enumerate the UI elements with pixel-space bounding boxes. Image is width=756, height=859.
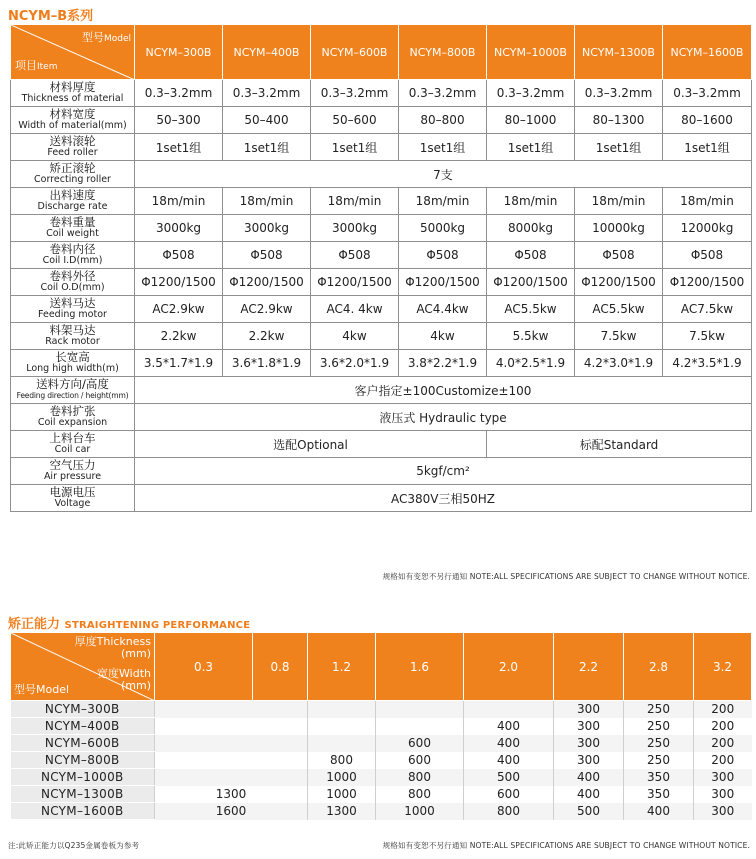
straightening-row xyxy=(11,786,752,803)
spec-cell: Φ508 xyxy=(663,242,752,269)
model-header: NCYM–300B xyxy=(135,25,223,80)
spec-label-en: Coil weight xyxy=(46,228,99,239)
straightening-model: NCYM–1600B xyxy=(11,803,155,820)
spec-section-title: NCYM–B系列 xyxy=(8,9,94,24)
spec-row-label xyxy=(11,80,135,107)
straightening-model: NCYM–1000B xyxy=(11,769,155,786)
straightening-cell: 250 xyxy=(624,701,694,718)
spec-label-cn: 长宽高 xyxy=(55,350,90,364)
spec-label-cn: 矫正滚轮 xyxy=(49,161,96,175)
spec-label-en: Feeding direction / height(mm) xyxy=(16,391,129,400)
straightening-row xyxy=(11,752,752,769)
spec-cell: AC2.9kw xyxy=(223,296,311,323)
spec-row-label xyxy=(11,188,135,215)
straightening-cell: 400 xyxy=(554,786,624,803)
straightening-model: NCYM–400B xyxy=(11,718,155,735)
spec-cell: Φ508 xyxy=(575,242,663,269)
spec-cell: 3.5*1.7*1.9 xyxy=(135,350,223,377)
spec-cell: 2.2kw xyxy=(135,323,223,350)
straightening-cell xyxy=(308,701,376,718)
spec-row xyxy=(11,431,752,458)
spec-cell: Φ508 xyxy=(399,242,487,269)
spec-row xyxy=(11,377,752,404)
spec-cell: 80–1000 xyxy=(487,107,575,134)
spec-cell: 1set1组 xyxy=(663,134,752,161)
straightening-cell: 200 xyxy=(694,735,752,752)
spec-table xyxy=(10,24,752,512)
spec-cell: Φ1200/1500 xyxy=(135,269,223,296)
straightening-model: NCYM–600B xyxy=(11,735,155,752)
straightening-cell: 300 xyxy=(694,786,752,803)
spec-label-en: Coil expansion xyxy=(37,417,108,428)
straightening-cell xyxy=(155,718,308,735)
straightening-note: 规格如有变恕不另行通知 NOTE:ALL SPECIFICATIONS ARE SUBJECT TO CHANGE WITHOUT NOTICE. xyxy=(382,841,750,850)
straightening-cell: 400 xyxy=(624,803,694,820)
spec-row xyxy=(11,296,752,323)
spec-cell: Φ1200/1500 xyxy=(487,269,575,296)
spec-row xyxy=(11,80,752,107)
straightening-title-en: STRAIGHTENING PERFORMANCE xyxy=(64,620,251,631)
model-header: NCYM–1600B xyxy=(663,25,752,80)
thickness-header: 1.6 xyxy=(376,633,464,701)
spec-cell: Φ1200/1500 xyxy=(311,269,399,296)
thickness-header: 2.2 xyxy=(554,633,624,701)
straightening-cell: 800 xyxy=(308,752,376,769)
spec-row xyxy=(11,134,752,161)
spec-cell: 0.3–3.2mm xyxy=(399,80,487,107)
spec-row xyxy=(11,485,752,512)
spec-cell: AC5.5kw xyxy=(575,296,663,323)
spec-cell: 8000kg xyxy=(487,215,575,242)
spec-label-en: Coil car xyxy=(54,444,91,455)
spec-cell: Φ1200/1500 xyxy=(663,269,752,296)
spec-cell: 3.6*2.0*1.9 xyxy=(311,350,399,377)
straightening-cell xyxy=(155,769,308,786)
straightening-cell: 400 xyxy=(464,718,554,735)
straightening-cell: 500 xyxy=(464,769,554,786)
spec-cell: 50–400 xyxy=(223,107,311,134)
straightening-cell: 500 xyxy=(554,803,624,820)
spec-label-cn: 材料厚度 xyxy=(49,80,96,94)
spec-cell: Φ1200/1500 xyxy=(575,269,663,296)
spec-cell: 4.0*2.5*1.9 xyxy=(487,350,575,377)
spec-cell: 3000kg xyxy=(135,215,223,242)
straightening-cell: 250 xyxy=(624,735,694,752)
straightening-corner-cell xyxy=(11,633,155,701)
straightening-row xyxy=(11,701,752,718)
spec-cell: 50–600 xyxy=(311,107,399,134)
straightening-cell: 300 xyxy=(554,701,624,718)
straightening-cell: 300 xyxy=(694,769,752,786)
spec-cell: 0.3–3.2mm xyxy=(223,80,311,107)
straightening-table xyxy=(10,632,752,820)
spec-row-label xyxy=(11,404,135,431)
spec-cell: 1set1组 xyxy=(223,134,311,161)
straightening-cell: 200 xyxy=(694,752,752,769)
straightening-cell: 300 xyxy=(694,803,752,820)
spec-row xyxy=(11,350,752,377)
spec-cell: 18m/min xyxy=(135,188,223,215)
spec-cell-optional: 选配Optional xyxy=(135,431,487,458)
spec-row xyxy=(11,161,752,188)
spec-row-label xyxy=(11,431,135,458)
spec-label-cn: 料架马达 xyxy=(49,323,96,337)
spec-cell: AC5.5kw xyxy=(487,296,575,323)
spec-cell: 12000kg xyxy=(663,215,752,242)
spec-cell-merged: 7支 xyxy=(135,161,752,188)
straightening-model: NCYM–800B xyxy=(11,752,155,769)
spec-cell: 80–1300 xyxy=(575,107,663,134)
spec-cell: 1set1组 xyxy=(135,134,223,161)
straightening-cell: 600 xyxy=(464,786,554,803)
straightening-cell: 250 xyxy=(624,718,694,735)
spec-label-en: Coil I.D(mm) xyxy=(42,255,103,266)
spec-row-label xyxy=(11,215,135,242)
spec-row-label xyxy=(11,458,135,485)
straightening-cell: 400 xyxy=(554,769,624,786)
spec-label-cn: 卷料外径 xyxy=(49,269,96,283)
straightening-cell xyxy=(464,701,554,718)
thickness-header: 0.8 xyxy=(253,633,308,701)
straightening-row xyxy=(11,803,752,820)
straightening-model: NCYM–1300B xyxy=(11,786,155,803)
spec-row-label xyxy=(11,107,135,134)
thickness-header: 3.2 xyxy=(694,633,752,701)
straightening-cell: 1000 xyxy=(376,803,464,820)
spec-cell: 18m/min xyxy=(663,188,752,215)
spec-label-cn: 送料方向/高度 xyxy=(36,377,109,391)
spec-cell: 18m/min xyxy=(399,188,487,215)
spec-cell: 0.3–3.2mm xyxy=(135,80,223,107)
spec-label-cn: 电源电压 xyxy=(49,485,96,499)
straightening-cell xyxy=(376,718,464,735)
straightening-cell xyxy=(155,735,308,752)
spec-row xyxy=(11,404,752,431)
model-header: NCYM–400B xyxy=(223,25,311,80)
straightening-cell: 800 xyxy=(376,786,464,803)
spec-label-cn: 卷料重量 xyxy=(49,215,96,229)
spec-row-label xyxy=(11,350,135,377)
spec-label-en: Correcting roller xyxy=(34,174,111,185)
spec-cell: 4kw xyxy=(311,323,399,350)
spec-cell: 0.3–3.2mm xyxy=(487,80,575,107)
corner-model-label: 型号Model xyxy=(81,31,131,44)
spec-label-cn: 送料滚轮 xyxy=(49,134,96,148)
spec-label-en: Discharge rate xyxy=(37,201,108,212)
straightening-row xyxy=(11,735,752,752)
spec-note: 规格如有变恕不另行通知 NOTE:ALL SPECIFICATIONS ARE SUBJECT TO CHANGE WITHOUT NOTICE. xyxy=(382,572,750,581)
spec-cell: Φ1200/1500 xyxy=(399,269,487,296)
spec-label-cn: 材料宽度 xyxy=(49,107,96,121)
model-header: NCYM–1000B xyxy=(487,25,575,80)
spec-label-en: Thickness of material xyxy=(21,93,124,104)
spec-cell: 4kw xyxy=(399,323,487,350)
spec-cell: 0.3–3.2mm xyxy=(575,80,663,107)
spec-label-en: Width of material(mm) xyxy=(18,120,127,131)
straightening-cell: 800 xyxy=(464,803,554,820)
straightening-section-title xyxy=(8,613,250,632)
spec-label-cn: 卷料扩张 xyxy=(49,404,96,418)
straightening-cell: 1300 xyxy=(308,803,376,820)
straightening-cell: 300 xyxy=(554,752,624,769)
spec-row xyxy=(11,215,752,242)
spec-cell: 0.3–3.2mm xyxy=(311,80,399,107)
spec-cell: Φ508 xyxy=(487,242,575,269)
straightening-model: NCYM–300B xyxy=(11,701,155,718)
spec-cell-merged: AC380V三相50HZ xyxy=(135,485,752,512)
spec-cell: 4.2*3.0*1.9 xyxy=(575,350,663,377)
spec-row xyxy=(11,323,752,350)
spec-label-en: Long high width(m) xyxy=(26,363,119,374)
spec-label-en: Voltage xyxy=(54,498,91,509)
thickness-header: 1.2 xyxy=(308,633,376,701)
spec-cell: 1set1组 xyxy=(487,134,575,161)
corner-thickness-label: 厚度Thickness (mm) xyxy=(74,635,151,660)
spec-label-cn: 卷料内径 xyxy=(49,242,96,256)
spec-cell-merged: 液压式 Hydraulic type xyxy=(135,404,752,431)
spec-cell: 3000kg xyxy=(311,215,399,242)
spec-label-en: Feeding motor xyxy=(38,309,107,320)
spec-cell-merged: 客户指定±100Customize±100 xyxy=(135,377,752,404)
spec-cell: 10000kg xyxy=(575,215,663,242)
straightening-cell xyxy=(308,718,376,735)
spec-cell: Φ508 xyxy=(223,242,311,269)
spec-cell: Φ508 xyxy=(311,242,399,269)
straightening-cell xyxy=(155,752,308,769)
straightening-cell: 400 xyxy=(464,752,554,769)
spec-cell: 18m/min xyxy=(223,188,311,215)
spec-label-en: Air pressure xyxy=(43,471,102,482)
straightening-cell: 1300 xyxy=(155,786,308,803)
spec-cell: AC7.5kw xyxy=(663,296,752,323)
spec-label-en: Coil O.D(mm) xyxy=(40,282,105,293)
straightening-cell xyxy=(308,735,376,752)
spec-cell: 0.3–3.2mm xyxy=(663,80,752,107)
straightening-cell: 1000 xyxy=(308,769,376,786)
spec-row-label xyxy=(11,377,135,404)
straightening-cell: 1600 xyxy=(155,803,308,820)
straightening-row xyxy=(11,769,752,786)
thickness-header: 2.0 xyxy=(464,633,554,701)
spec-row-label xyxy=(11,323,135,350)
straightening-cell: 300 xyxy=(554,735,624,752)
spec-row-label xyxy=(11,269,135,296)
spec-cell: AC4. 4kw xyxy=(311,296,399,323)
spec-row xyxy=(11,269,752,296)
corner-item-label: 项目Item xyxy=(15,59,58,72)
straightening-cell: 350 xyxy=(624,786,694,803)
straightening-cell: 600 xyxy=(376,735,464,752)
spec-row-label xyxy=(11,134,135,161)
spec-row xyxy=(11,107,752,134)
spec-row xyxy=(11,188,752,215)
spec-cell: 7.5kw xyxy=(575,323,663,350)
straightening-title-cn: 矫正能力 xyxy=(8,617,61,632)
spec-row-label xyxy=(11,161,135,188)
spec-cell: 1set1组 xyxy=(575,134,663,161)
thickness-header: 0.3 xyxy=(155,633,253,701)
spec-row xyxy=(11,242,752,269)
straightening-cell: 800 xyxy=(376,769,464,786)
straightening-cell: 300 xyxy=(554,718,624,735)
spec-cell: 1set1组 xyxy=(311,134,399,161)
model-header: NCYM–1300B xyxy=(575,25,663,80)
spec-cell: 80–1600 xyxy=(663,107,752,134)
spec-cell: Φ1200/1500 xyxy=(223,269,311,296)
straightening-row xyxy=(11,718,752,735)
spec-cell: 3000kg xyxy=(223,215,311,242)
straightening-cell: 1000 xyxy=(308,786,376,803)
straightening-cell: 600 xyxy=(376,752,464,769)
spec-cell: 50–300 xyxy=(135,107,223,134)
straightening-cell: 200 xyxy=(694,701,752,718)
spec-cell: AC2.9kw xyxy=(135,296,223,323)
spec-corner-cell xyxy=(11,25,135,80)
straightening-cell: 200 xyxy=(694,718,752,735)
spec-cell: Φ508 xyxy=(135,242,223,269)
spec-cell-merged: 5kgf/cm² xyxy=(135,458,752,485)
spec-cell: 3.6*1.8*1.9 xyxy=(223,350,311,377)
spec-cell: 18m/min xyxy=(311,188,399,215)
spec-cell: 3.8*2.2*1.9 xyxy=(399,350,487,377)
corner-width-label: 宽度Width (mm) xyxy=(97,667,151,692)
model-header: NCYM–600B xyxy=(311,25,399,80)
spec-label-cn: 空气压力 xyxy=(49,458,96,472)
spec-cell: AC4.4kw xyxy=(399,296,487,323)
corner-model-label: 型号Model xyxy=(14,683,70,696)
spec-cell: 5000kg xyxy=(399,215,487,242)
model-header: NCYM–800B xyxy=(399,25,487,80)
spec-cell: 80–800 xyxy=(399,107,487,134)
straightening-header-row xyxy=(11,633,752,701)
spec-cell: 18m/min xyxy=(487,188,575,215)
straightening-cell: 250 xyxy=(624,752,694,769)
spec-label-cn: 上料台车 xyxy=(49,431,96,445)
spec-cell: 5.5kw xyxy=(487,323,575,350)
spec-label-cn: 出料速度 xyxy=(49,188,96,202)
spec-cell: 4.2*3.5*1.9 xyxy=(663,350,752,377)
straightening-cell xyxy=(376,701,464,718)
spec-label-en: Feed roller xyxy=(47,147,98,158)
spec-header-row xyxy=(11,25,752,80)
spec-cell: 18m/min xyxy=(575,188,663,215)
spec-row xyxy=(11,458,752,485)
straightening-cell: 350 xyxy=(624,769,694,786)
spec-cell-standard: 标配Standard xyxy=(487,431,752,458)
spec-cell: 1set1组 xyxy=(399,134,487,161)
thickness-header: 2.8 xyxy=(624,633,694,701)
straightening-cell: 400 xyxy=(464,735,554,752)
spec-row-label xyxy=(11,485,135,512)
straightening-cell xyxy=(155,701,308,718)
straightening-footnote: 注:此矫正能力以Q235金属卷板为参考 xyxy=(8,841,140,850)
spec-cell: 7.5kw xyxy=(663,323,752,350)
spec-cell: 2.2kw xyxy=(223,323,311,350)
spec-label-en: Rack motor xyxy=(45,336,100,347)
spec-row-label xyxy=(11,296,135,323)
spec-label-cn: 送料马达 xyxy=(49,296,96,310)
spec-row-label xyxy=(11,242,135,269)
